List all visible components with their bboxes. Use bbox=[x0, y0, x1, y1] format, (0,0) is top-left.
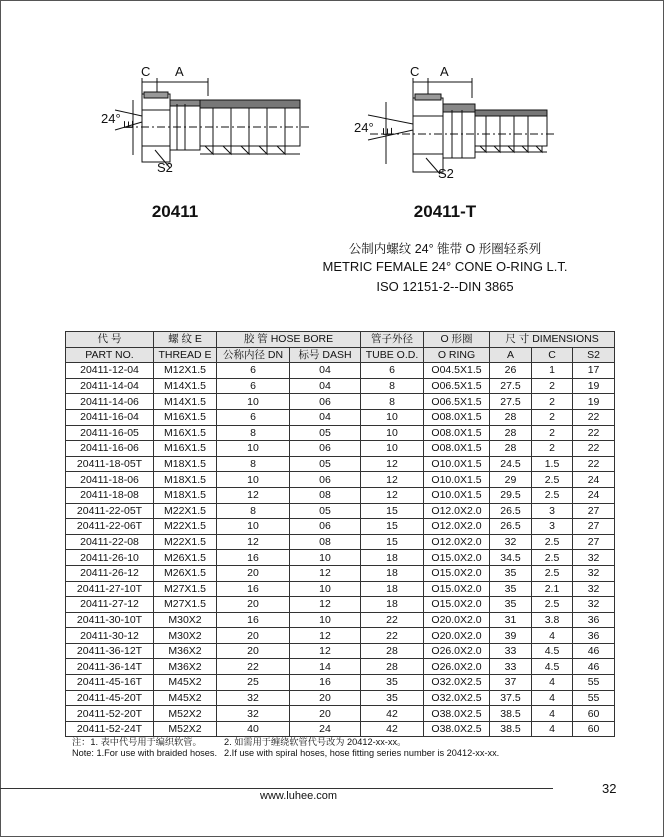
cell-oring: O26.0X2.0 bbox=[424, 659, 490, 675]
table-row bbox=[66, 363, 615, 379]
cell-dash: 10 bbox=[290, 612, 361, 628]
label-angle: 24° bbox=[101, 111, 121, 126]
cell-oring: O15.0X2.0 bbox=[424, 581, 490, 597]
cell-thread: M16X1.5 bbox=[154, 409, 217, 425]
header-thread-cn: 螺 纹 E bbox=[154, 332, 217, 348]
cell-oring: O38.0X2.5 bbox=[424, 721, 490, 737]
cell-a: 33 bbox=[490, 659, 532, 675]
cell-c: 4 bbox=[532, 675, 573, 691]
cell-tube-od: 15 bbox=[361, 503, 424, 519]
table-row bbox=[66, 643, 615, 659]
cell-dn: 10 bbox=[217, 441, 290, 457]
cell-dash: 06 bbox=[290, 394, 361, 410]
cell-s2: 36 bbox=[573, 628, 615, 644]
cell-tube-od: 15 bbox=[361, 534, 424, 550]
cell-thread: M52X2 bbox=[154, 706, 217, 722]
header-dash: 标号 DASH bbox=[290, 347, 361, 363]
cell-oring: O08.0X1.5 bbox=[424, 441, 490, 457]
cell-part-no: 20411-36-14T bbox=[66, 659, 154, 675]
table-row bbox=[66, 628, 615, 644]
cell-oring: O12.0X2.0 bbox=[424, 519, 490, 535]
cell-c: 4 bbox=[532, 690, 573, 706]
cell-part-no: 20411-18-08 bbox=[66, 487, 154, 503]
cell-thread: M12X1.5 bbox=[154, 363, 217, 379]
cell-dash: 12 bbox=[290, 643, 361, 659]
cell-part-no: 20411-18-06 bbox=[66, 472, 154, 488]
cell-oring: O15.0X2.0 bbox=[424, 565, 490, 581]
cell-tube-od: 12 bbox=[361, 456, 424, 472]
cell-tube-od: 22 bbox=[361, 628, 424, 644]
cell-tube-od: 8 bbox=[361, 394, 424, 410]
table-row bbox=[66, 706, 615, 722]
header-c: C bbox=[532, 347, 573, 363]
cell-dn: 10 bbox=[217, 519, 290, 535]
header-oring: O RING bbox=[424, 347, 490, 363]
table-row bbox=[66, 690, 615, 706]
cell-c: 2.5 bbox=[532, 597, 573, 613]
table-row bbox=[66, 597, 615, 613]
cell-oring: O08.0X1.5 bbox=[424, 425, 490, 441]
cell-oring: O12.0X2.0 bbox=[424, 503, 490, 519]
cell-dn: 32 bbox=[217, 690, 290, 706]
header-part-cn: 代 号 bbox=[66, 332, 154, 348]
cell-c: 4 bbox=[532, 721, 573, 737]
cell-c: 2.1 bbox=[532, 581, 573, 597]
cell-dash: 05 bbox=[290, 503, 361, 519]
cell-oring: O26.0X2.0 bbox=[424, 643, 490, 659]
cell-dash: 20 bbox=[290, 690, 361, 706]
cell-s2: 22 bbox=[573, 456, 615, 472]
cell-dn: 25 bbox=[217, 675, 290, 691]
header-oring-cn: O 形圈 bbox=[424, 332, 490, 348]
note-en bbox=[72, 748, 499, 758]
header-hose-bore: 胶 管 HOSE BORE bbox=[217, 332, 361, 348]
cell-tube-od: 42 bbox=[361, 706, 424, 722]
cell-a: 38.5 bbox=[490, 706, 532, 722]
cell-c: 3 bbox=[532, 519, 573, 535]
cell-dash: 04 bbox=[290, 409, 361, 425]
table-row bbox=[66, 441, 615, 457]
cell-dn: 16 bbox=[217, 550, 290, 566]
table-row bbox=[66, 565, 615, 581]
cell-s2: 46 bbox=[573, 659, 615, 675]
table-header-row-2 bbox=[66, 347, 615, 363]
cell-c: 3 bbox=[532, 503, 573, 519]
cell-part-no: 20411-22-06T bbox=[66, 519, 154, 535]
cell-dash: 10 bbox=[290, 581, 361, 597]
cell-part-no: 20411-52-24T bbox=[66, 721, 154, 737]
cell-oring: O06.5X1.5 bbox=[424, 394, 490, 410]
cell-part-no: 20411-30-10T bbox=[66, 612, 154, 628]
cell-a: 35 bbox=[490, 597, 532, 613]
cell-dn: 10 bbox=[217, 472, 290, 488]
cell-thread: M14X1.5 bbox=[154, 394, 217, 410]
header-dimensions: 尺 寸 DIMENSIONS bbox=[490, 332, 615, 348]
cell-c: 4.5 bbox=[532, 659, 573, 675]
cell-dn: 6 bbox=[217, 409, 290, 425]
table-row bbox=[66, 519, 615, 535]
table-header-row-1 bbox=[66, 332, 615, 348]
cell-dash: 05 bbox=[290, 425, 361, 441]
cell-oring: O15.0X2.0 bbox=[424, 597, 490, 613]
cell-thread: M26X1.5 bbox=[154, 565, 217, 581]
cell-part-no: 20411-27-12 bbox=[66, 597, 154, 613]
cell-a: 28 bbox=[490, 425, 532, 441]
table-row bbox=[66, 675, 615, 691]
cell-s2: 27 bbox=[573, 503, 615, 519]
cell-dash: 14 bbox=[290, 659, 361, 675]
cell-c: 2 bbox=[532, 394, 573, 410]
cell-a: 28 bbox=[490, 409, 532, 425]
cell-c: 3.8 bbox=[532, 612, 573, 628]
cell-dn: 16 bbox=[217, 612, 290, 628]
cell-a: 38.5 bbox=[490, 721, 532, 737]
cell-c: 2 bbox=[532, 378, 573, 394]
cell-tube-od: 18 bbox=[361, 581, 424, 597]
cell-s2: 60 bbox=[573, 706, 615, 722]
cell-s2: 27 bbox=[573, 519, 615, 535]
cell-thread: M16X1.5 bbox=[154, 441, 217, 457]
cell-a: 24.5 bbox=[490, 456, 532, 472]
cell-dash: 04 bbox=[290, 363, 361, 379]
cell-tube-od: 35 bbox=[361, 690, 424, 706]
note-cn-1: 注：1. 表中代号用于编织软管。 bbox=[72, 737, 202, 747]
header-tube-od-cn: 管子外径 bbox=[361, 332, 424, 348]
cell-tube-od: 18 bbox=[361, 565, 424, 581]
cell-a: 29.5 bbox=[490, 487, 532, 503]
cell-part-no: 20411-16-04 bbox=[66, 409, 154, 425]
cell-dn: 6 bbox=[217, 378, 290, 394]
cell-part-no: 20411-14-04 bbox=[66, 378, 154, 394]
cell-dn: 32 bbox=[217, 706, 290, 722]
cell-a: 33 bbox=[490, 643, 532, 659]
cell-c: 4 bbox=[532, 706, 573, 722]
cell-a: 27.5 bbox=[490, 378, 532, 394]
cell-thread: M27X1.5 bbox=[154, 597, 217, 613]
cell-c: 2.5 bbox=[532, 487, 573, 503]
cell-thread: M14X1.5 bbox=[154, 378, 217, 394]
cell-c: 2.5 bbox=[532, 472, 573, 488]
cell-part-no: 20411-16-05 bbox=[66, 425, 154, 441]
cell-a: 31 bbox=[490, 612, 532, 628]
cell-dn: 22 bbox=[217, 659, 290, 675]
cell-s2: 22 bbox=[573, 425, 615, 441]
cell-thread: M45X2 bbox=[154, 675, 217, 691]
label-c: C bbox=[141, 64, 151, 79]
cell-tube-od: 28 bbox=[361, 643, 424, 659]
cell-tube-od: 15 bbox=[361, 519, 424, 535]
cell-a: 27.5 bbox=[490, 394, 532, 410]
cell-oring: O12.0X2.0 bbox=[424, 534, 490, 550]
cell-thread: M52X2 bbox=[154, 721, 217, 737]
cell-oring: O06.5X1.5 bbox=[424, 378, 490, 394]
cell-dn: 10 bbox=[217, 394, 290, 410]
cell-oring: O32.0X2.5 bbox=[424, 675, 490, 691]
cell-dash: 12 bbox=[290, 628, 361, 644]
series-standard: ISO 12151-2--DIN 3865 bbox=[376, 279, 514, 294]
cell-oring: O15.0X2.0 bbox=[424, 550, 490, 566]
cell-dn: 16 bbox=[217, 581, 290, 597]
table-row bbox=[66, 378, 615, 394]
cell-thread: M36X2 bbox=[154, 659, 217, 675]
cell-s2: 32 bbox=[573, 581, 615, 597]
cell-c: 4 bbox=[532, 628, 573, 644]
table-row bbox=[66, 425, 615, 441]
cell-thread: M27X1.5 bbox=[154, 581, 217, 597]
cell-thread: M30X2 bbox=[154, 628, 217, 644]
cell-dash: 24 bbox=[290, 721, 361, 737]
cell-dash: 06 bbox=[290, 441, 361, 457]
dimensions-table bbox=[65, 331, 615, 737]
cell-s2: 19 bbox=[573, 378, 615, 394]
model-label-left: 20411 bbox=[151, 202, 199, 221]
cell-s2: 19 bbox=[573, 394, 615, 410]
cell-a: 26.5 bbox=[490, 519, 532, 535]
cell-part-no: 20411-26-10 bbox=[66, 550, 154, 566]
table-row bbox=[66, 409, 615, 425]
cell-oring: O32.0X2.5 bbox=[424, 690, 490, 706]
table-row bbox=[66, 394, 615, 410]
label-c: C bbox=[410, 64, 420, 79]
note-en-1: Note: 1.For use with braided hoses. bbox=[72, 748, 218, 758]
cell-a: 35 bbox=[490, 565, 532, 581]
cell-dn: 40 bbox=[217, 721, 290, 737]
cell-dn: 6 bbox=[217, 363, 290, 379]
cell-a: 28 bbox=[490, 441, 532, 457]
cell-thread: M22X1.5 bbox=[154, 503, 217, 519]
cell-thread: M26X1.5 bbox=[154, 550, 217, 566]
cell-tube-od: 35 bbox=[361, 675, 424, 691]
cell-part-no: 20411-30-12 bbox=[66, 628, 154, 644]
series-title-en: METRIC FEMALE 24° CONE O-RING L.T. bbox=[322, 259, 568, 274]
cell-dash: 05 bbox=[290, 456, 361, 472]
cell-a: 39 bbox=[490, 628, 532, 644]
cell-part-no: 20411-36-12T bbox=[66, 643, 154, 659]
cell-s2: 32 bbox=[573, 597, 615, 613]
page-number: 32 bbox=[602, 781, 617, 796]
note-cn bbox=[72, 734, 406, 748]
cell-oring: O38.0X2.5 bbox=[424, 706, 490, 722]
cell-dash: 20 bbox=[290, 706, 361, 722]
cell-dash: 12 bbox=[290, 565, 361, 581]
table-row bbox=[66, 612, 615, 628]
cell-s2: 24 bbox=[573, 472, 615, 488]
cell-c: 2.5 bbox=[532, 550, 573, 566]
cell-oring: O20.0X2.0 bbox=[424, 612, 490, 628]
cell-a: 26 bbox=[490, 363, 532, 379]
label-a: A bbox=[175, 64, 184, 79]
cell-tube-od: 10 bbox=[361, 409, 424, 425]
cell-dn: 8 bbox=[217, 456, 290, 472]
cell-c: 4.5 bbox=[532, 643, 573, 659]
cell-part-no: 20411-18-05T bbox=[66, 456, 154, 472]
header-tube-od: TUBE O.D. bbox=[361, 347, 424, 363]
cell-part-no: 20411-22-08 bbox=[66, 534, 154, 550]
table-row bbox=[66, 503, 615, 519]
fitting-drawing-20411 bbox=[95, 60, 325, 190]
cell-thread: M18X1.5 bbox=[154, 487, 217, 503]
cell-s2: 22 bbox=[573, 441, 615, 457]
cell-dash: 10 bbox=[290, 550, 361, 566]
cell-s2: 46 bbox=[573, 643, 615, 659]
model-label-right: 20411-T bbox=[413, 202, 477, 221]
cell-part-no: 20411-12-04 bbox=[66, 363, 154, 379]
table-row bbox=[66, 659, 615, 675]
cell-dn: 20 bbox=[217, 565, 290, 581]
cell-part-no: 20411-22-05T bbox=[66, 503, 154, 519]
cell-a: 35 bbox=[490, 581, 532, 597]
cell-c: 2.5 bbox=[532, 534, 573, 550]
cell-s2: 32 bbox=[573, 565, 615, 581]
cell-dn: 12 bbox=[217, 487, 290, 503]
cell-part-no: 20411-45-20T bbox=[66, 690, 154, 706]
cell-dash: 08 bbox=[290, 534, 361, 550]
header-thread: THREAD E bbox=[154, 347, 217, 363]
cell-a: 26.5 bbox=[490, 503, 532, 519]
note-en-2: 2.If use with spiral hoses, hose fitting series number is 20412-xx-xx. bbox=[224, 748, 500, 758]
cell-dash: 06 bbox=[290, 519, 361, 535]
label-e: E bbox=[121, 120, 136, 129]
cell-c: 2 bbox=[532, 409, 573, 425]
label-angle: 24° bbox=[354, 120, 374, 135]
table-row bbox=[66, 456, 615, 472]
cell-dn: 20 bbox=[217, 628, 290, 644]
label-a: A bbox=[440, 64, 449, 79]
cell-tube-od: 22 bbox=[361, 612, 424, 628]
header-part-no: PART NO. bbox=[66, 347, 154, 363]
cell-dash: 16 bbox=[290, 675, 361, 691]
cell-dn: 12 bbox=[217, 534, 290, 550]
cell-part-no: 20411-14-06 bbox=[66, 394, 154, 410]
cell-s2: 55 bbox=[573, 690, 615, 706]
label-s2: S2 bbox=[438, 166, 454, 181]
cell-part-no: 20411-45-16T bbox=[66, 675, 154, 691]
cell-tube-od: 18 bbox=[361, 550, 424, 566]
header-a: A bbox=[490, 347, 532, 363]
cell-tube-od: 10 bbox=[361, 441, 424, 457]
cell-oring: O04.5X1.5 bbox=[424, 363, 490, 379]
cell-thread: M36X2 bbox=[154, 643, 217, 659]
table-body bbox=[66, 363, 615, 737]
cell-thread: M22X1.5 bbox=[154, 534, 217, 550]
header-s2: S2 bbox=[573, 347, 615, 363]
fitting-drawing-20411-t bbox=[340, 60, 570, 190]
footer-url: www.luhee.com bbox=[260, 790, 338, 802]
cell-a: 37.5 bbox=[490, 690, 532, 706]
cell-dash: 12 bbox=[290, 597, 361, 613]
table-row bbox=[66, 472, 615, 488]
cell-c: 2 bbox=[532, 425, 573, 441]
cell-dn: 8 bbox=[217, 503, 290, 519]
cell-thread: M22X1.5 bbox=[154, 519, 217, 535]
cell-thread: M18X1.5 bbox=[154, 456, 217, 472]
cell-tube-od: 12 bbox=[361, 472, 424, 488]
cell-part-no: 20411-26-12 bbox=[66, 565, 154, 581]
header-dn: 公称内径 DN bbox=[217, 347, 290, 363]
cell-c: 1 bbox=[532, 363, 573, 379]
note-cn-2: 2. 如需用于缠绕软管代号改为 20412-xx-xx。 bbox=[224, 737, 407, 747]
cell-dn: 8 bbox=[217, 425, 290, 441]
cell-s2: 60 bbox=[573, 721, 615, 737]
cell-thread: M16X1.5 bbox=[154, 425, 217, 441]
cell-thread: M30X2 bbox=[154, 612, 217, 628]
cell-s2: 32 bbox=[573, 550, 615, 566]
series-title-cn: 公制内螺纹 24° 锥带 O 形圈轻系列 bbox=[348, 242, 542, 256]
footer-divider bbox=[0, 788, 553, 789]
cell-tube-od: 10 bbox=[361, 425, 424, 441]
table-row bbox=[66, 487, 615, 503]
cell-part-no: 20411-27-10T bbox=[66, 581, 154, 597]
cell-s2: 22 bbox=[573, 409, 615, 425]
cell-dn: 20 bbox=[217, 643, 290, 659]
cell-part-no: 20411-52-20T bbox=[66, 706, 154, 722]
cell-oring: O08.0X1.5 bbox=[424, 409, 490, 425]
cell-tube-od: 18 bbox=[361, 597, 424, 613]
cell-a: 34.5 bbox=[490, 550, 532, 566]
cell-tube-od: 12 bbox=[361, 487, 424, 503]
table-row bbox=[66, 581, 615, 597]
label-s2: S2 bbox=[157, 160, 173, 175]
cell-c: 2.5 bbox=[532, 565, 573, 581]
cell-tube-od: 42 bbox=[361, 721, 424, 737]
cell-dash: 04 bbox=[290, 378, 361, 394]
cell-dash: 08 bbox=[290, 487, 361, 503]
cell-a: 32 bbox=[490, 534, 532, 550]
cell-s2: 24 bbox=[573, 487, 615, 503]
cell-part-no: 20411-16-06 bbox=[66, 441, 154, 457]
cell-tube-od: 8 bbox=[361, 378, 424, 394]
cell-c: 1.5 bbox=[532, 456, 573, 472]
cell-s2: 55 bbox=[573, 675, 615, 691]
cell-thread: M45X2 bbox=[154, 690, 217, 706]
cell-s2: 17 bbox=[573, 363, 615, 379]
cell-a: 29 bbox=[490, 472, 532, 488]
cell-s2: 27 bbox=[573, 534, 615, 550]
table-row bbox=[66, 534, 615, 550]
cell-dn: 20 bbox=[217, 597, 290, 613]
cell-a: 37 bbox=[490, 675, 532, 691]
cell-dash: 06 bbox=[290, 472, 361, 488]
label-e: E bbox=[380, 127, 395, 136]
cell-tube-od: 6 bbox=[361, 363, 424, 379]
table-row bbox=[66, 550, 615, 566]
cell-s2: 36 bbox=[573, 612, 615, 628]
cell-oring: O10.0X1.5 bbox=[424, 472, 490, 488]
cell-c: 2 bbox=[532, 441, 573, 457]
cell-tube-od: 28 bbox=[361, 659, 424, 675]
cell-thread: M18X1.5 bbox=[154, 472, 217, 488]
cell-oring: O10.0X1.5 bbox=[424, 456, 490, 472]
cell-oring: O20.0X2.0 bbox=[424, 628, 490, 644]
cell-oring: O10.0X1.5 bbox=[424, 487, 490, 503]
